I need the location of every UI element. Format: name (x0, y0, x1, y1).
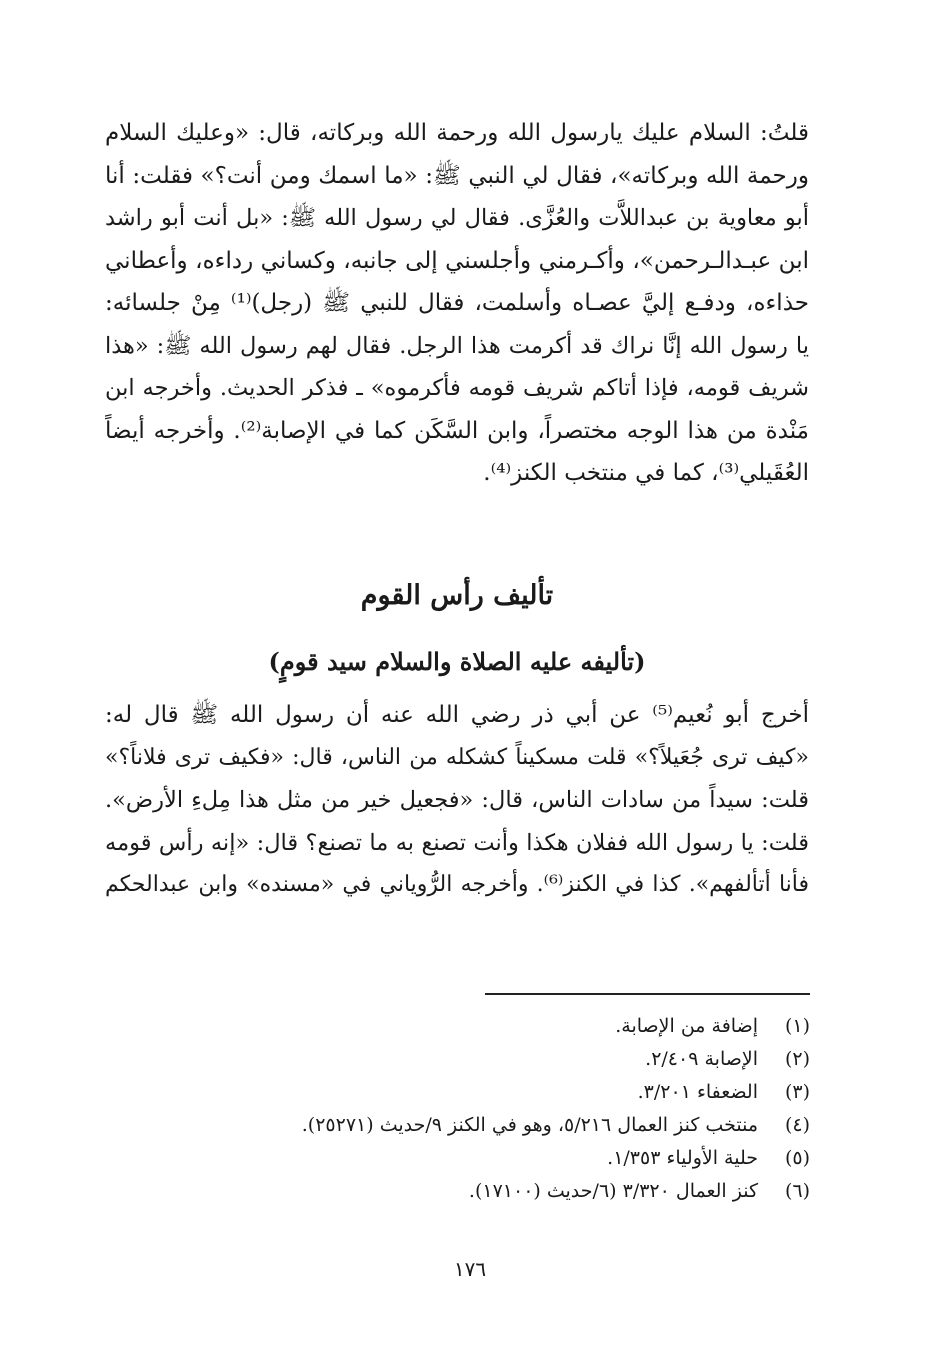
footnote-text: منتخب كنز العمال ٥/٢١٦، وهو في الكنز ٩/حديث (٢٥٢٧١). (301, 1114, 758, 1136)
footnotes-list (190, 1010, 810, 1208)
text-line: فأنا أتألفهم». كذا في الكنز⁽⁶⁾. وأخرجه الرُّوياني في «مسنده» وابن عبدالحكم (105, 872, 809, 897)
text-line: يا رسول الله إنَّا نراك قد أكرمت هذا الرجل. فقال لهم رسول الله ﷺ: «هذا (105, 332, 809, 359)
footnote-item (190, 1109, 810, 1142)
section-title: تأليف رأس القوم (360, 580, 554, 611)
text-line: مَنْدة من هذا الوجه مختصراً، وابن السَّكَن كما في الإصابة⁽²⁾. وأخرجه أيضاً (105, 417, 809, 444)
text-line: قلتُ: السلام عليك يارسول الله ورحمة الله وبركاته، قال: «وعليك السلام (105, 120, 809, 146)
text-line: قلت: سيداً من سادات الناس، قال: «فجعيل خير من مثل هذا مِلءِ الأرض». (105, 787, 809, 813)
text-line: ابن عبـدالـرحمن»، وأكـرمني وأجلسني إلى جانبه، وكساني رداءه، وأعطاني (105, 247, 809, 274)
footnote-text: حلية الأولياء ١/٣٥٣. (607, 1147, 758, 1169)
footnote-number: (٦) (784, 1180, 810, 1202)
page-number: ١٧٦ (453, 1257, 487, 1281)
body-paragraph (105, 694, 809, 907)
footnote-text: إضافة من الإصابة. (615, 1015, 758, 1037)
footnote-item (190, 1175, 810, 1208)
text-line: قلت: يا رسول الله ففلان هكذا وأنت تصنع به ما تصنع؟ قال: «إنه رأس قومه (105, 829, 809, 856)
intro-paragraph (105, 112, 809, 495)
text-line: أبو معاوية بن عبداللاَّت والعُزَّى. فقال لي رسول الله ﷺ: «بل أنت أبو راشد (105, 205, 809, 231)
footnote-number: (١) (784, 1015, 810, 1037)
footnote-item (190, 1010, 810, 1043)
footnote-text: الضعفاء ٣/٢٠١. (637, 1081, 758, 1103)
footnote-item (190, 1043, 810, 1076)
footnote-item (190, 1142, 810, 1175)
footnote-number: (٣) (784, 1081, 810, 1103)
text-line: ورحمة الله وبركاته»، فقال لي النبي ﷺ: «ما اسمك ومن أنت؟» فقلت: أنا (105, 162, 809, 189)
text-line: أخرج أبو نُعيم⁽⁵⁾ عن أبي ذر رضي الله عنه أن رسول الله ﷺ قال له: (105, 702, 809, 728)
section-subtitle: (تأليفه عليه الصلاة والسلام سيد قومٍ) (268, 647, 646, 676)
footnote-item (190, 1076, 810, 1109)
text-line: شريف قومه، فإذا أتاكم شريف قومه فأكرموه» ـ فذكر الحديث. وأخرجه ابن (105, 375, 809, 401)
footnote-number: (٥) (784, 1147, 810, 1169)
footnote-text: كنز العمال ٣/٣٢٠ (٦/حديث (١٧١٠٠). (468, 1180, 758, 1202)
footnote-number: (٤) (784, 1114, 810, 1136)
text-line: «كيف ترى جُعَيلاً؟» قلت مسكيناً كشكله من الناس، قال: «فكيف ترى فلاناً؟» (105, 744, 809, 770)
footnote-number: (٢) (784, 1048, 810, 1070)
footnote-divider (485, 993, 810, 995)
footnote-text: الإصابة ٢/٤٠٩. (645, 1048, 758, 1070)
text-line: حذاءه، ودفـع إليَّ عصـاه وأسلمت، فقال للنبي ﷺ (رجل)⁽¹⁾ مِنْ جلسائه: (105, 290, 809, 316)
text-line: العُقَيلي⁽³⁾، كما في منتخب الكنز⁽⁴⁾. (483, 460, 809, 486)
